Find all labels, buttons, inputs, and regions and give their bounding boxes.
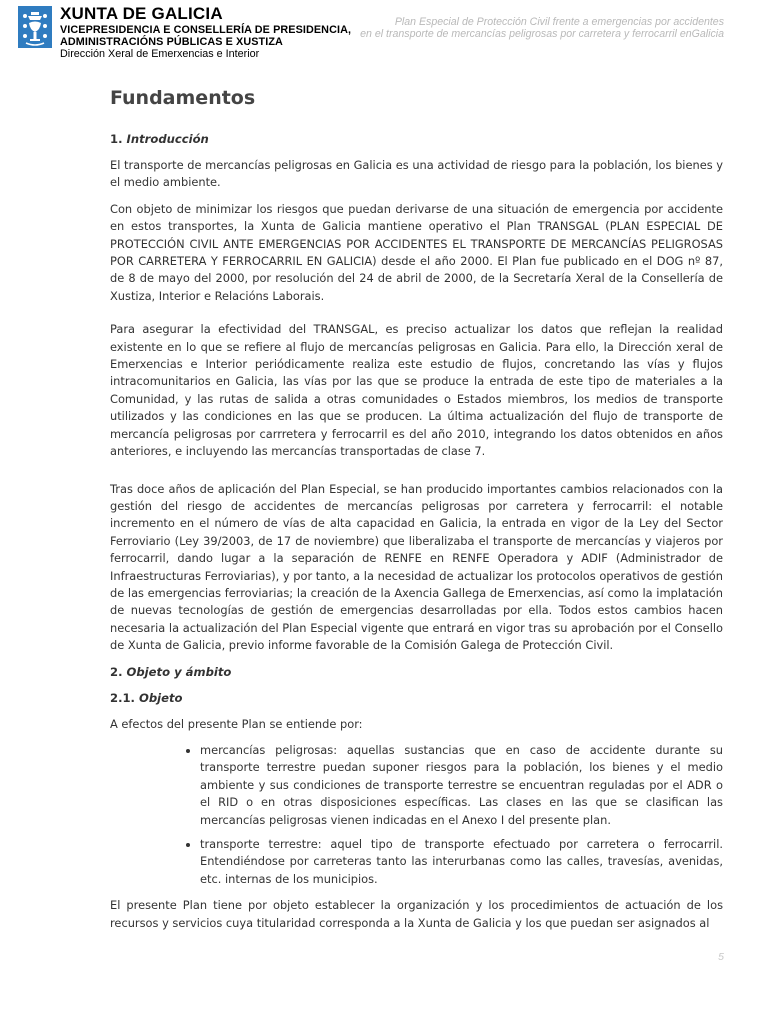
department-line-2: ADMINISTRACIÓNS PÚBLICAS E XUSTIZA [60, 36, 283, 48]
definitions-list [110, 742, 723, 888]
section-title: Introducción [126, 132, 209, 146]
subsection-number: 2.1. [110, 690, 135, 705]
xunta-galicia-shield-icon [18, 6, 52, 48]
page-number: 5 [718, 951, 724, 963]
document-body [110, 86, 723, 941]
running-title [360, 16, 724, 40]
running-title-line-1: Plan Especial de Protección Civil frente a emergencias por accidentes [394, 16, 724, 28]
running-title-line-2: en el transporte de mercancías peligrosas por carretera y ferrocarril enGalicia [360, 28, 724, 40]
section-heading-objeto-ambito [110, 664, 723, 681]
org-name: XUNTA DE GALICIA [60, 4, 223, 23]
subsection-heading-objeto [110, 690, 723, 707]
paragraph: El transporte de mercancías peligrosas en Galicia es una actividad de riesgo para la población, los bienes y el medio ambiente. [110, 158, 723, 190]
paragraph: El presente Plan tiene por objeto establecer la organización y los procedimientos de actuación de los recursos y servicios cuya titularidad corresponda a la Xunta de Galicia y los que puedan ser asignados al [110, 898, 723, 930]
section-number: 2. [110, 664, 123, 679]
subsection-title: Objeto [139, 690, 183, 705]
section-number: 1. [110, 132, 123, 146]
paragraph: Para asegurar la efectividad del TRANSGAL, es preciso actualizar los datos que reflejan la realidad existente en lo que se refiere al flujo de mercancías peligrosas en Galicia. Para ello, la Dirección xeral de Emerxencias e Interior periódicamente realiza este estudio de flujos, concretando las vías y flujos intracomunitarios en Galicia, las vías por las que se produce la entrada de este tipo de materiales a la Comunidad, y las rutas de salida a otras comunidades o Estados miembros, los medios de transporte utilizados y las condiciones en las que se producen. La última actualización del flujo de transporte de mercancía peligrosas por carrretera y ferrocarril es del año 2010, integrando los datos obtenidos en años anteriores, e incluyendo las mercancías transportadas de clase 7. [110, 322, 723, 459]
directorate: Dirección Xeral de Emerxencias e Interior [60, 48, 260, 60]
organization-block [60, 4, 351, 61]
section-title: Objeto y ámbito [126, 664, 232, 679]
paragraph: Tras doce años de aplicación del Plan Especial, se han producido importantes cambios relacionados con la gestión del riesgo de accidentes de mercancías peligrosas por carretera y ferrocarril: el notable incremento en el número de vías de alta capacidad en Galicia, la entrada en vigor de la Ley del Sector Ferroviario (Ley 39/2003, de 17 de noviembre) que liberalizaba el transporte de mercancías y viajeros por ferrocarril, dando lugar a la separación de RENFE en RENFE Operadora y ADIF (Administrador de Infraestructuras Ferroviarias), y por tanto, a la necesidad de actualizar los protocolos operativos de gestión de las emergencias ferroviarias; la creación de la Axencia Gallega de Emerxencias, así como la implatación de nuevas tecnologías de gestión de emergencias desarrolladas por ella. Todos estos cambios hacen necesaria la actualización del Plan Especial vigente que entrará en vigor tras su aprobación por el Consello de Xunta de Galicia, previo informe favorable de la Comisión Galega de Protección Civil. [110, 481, 723, 653]
paragraph: A efectos del presente Plan se entiende por: [110, 716, 363, 731]
list-item: • mercancías peligrosas: aquellas sustancias que en caso de accidente durante su transporte terrestre puedan suponer riesgos para la población, los bienes y el medio ambiente y sus condiciones de transporte terrestre se encuentran reguladas por el ADR o el RID o en otras disposiciones específicas. Las clases en las que se clasifican las mercancías peligrosas vienen indicadas en el Anexo I del presente plan. [200, 742, 723, 829]
department-line-1: VICEPRESIDENCIA E CONSELLERÍA DE PRESIDENCIA, [60, 24, 352, 36]
section-heading-introduccion [110, 131, 723, 148]
paragraph: Con objeto de minimizar los riesgos que puedan derivarse de una situación de emergencia por accidente en estos transportes, la Xunta de Galicia mantiene operativo el Plan TRANSGAL (PLAN ESPECIAL DE PROTECCIÓN CIVIL ANTE EMERGENCIAS POR ACCIDENTES EL TRANSPORTE DE MERCANCÍAS PELIGROSAS POR CARRETERA Y FERROCARRIL EN GALICIA) desde el año 2000. El Plan fue publicado en el DOG nº 87, de 8 de mayo del 2000, por resolución del 24 de abril de 2000, de la Secretaría Xeral de la Consellería de Xustiza, Interior e Relacións Laborais. [110, 201, 723, 303]
list-item: • transporte terrestre: aquel tipo de transporte efectuado por carretera o ferrocarril. Entendiéndose por carreteras tanto las interurbanas como las calles, travesías, avenidas, etc. internas de los municipios. [200, 836, 723, 888]
page-header [0, 0, 768, 70]
page-title: Fundamentos [110, 87, 256, 109]
